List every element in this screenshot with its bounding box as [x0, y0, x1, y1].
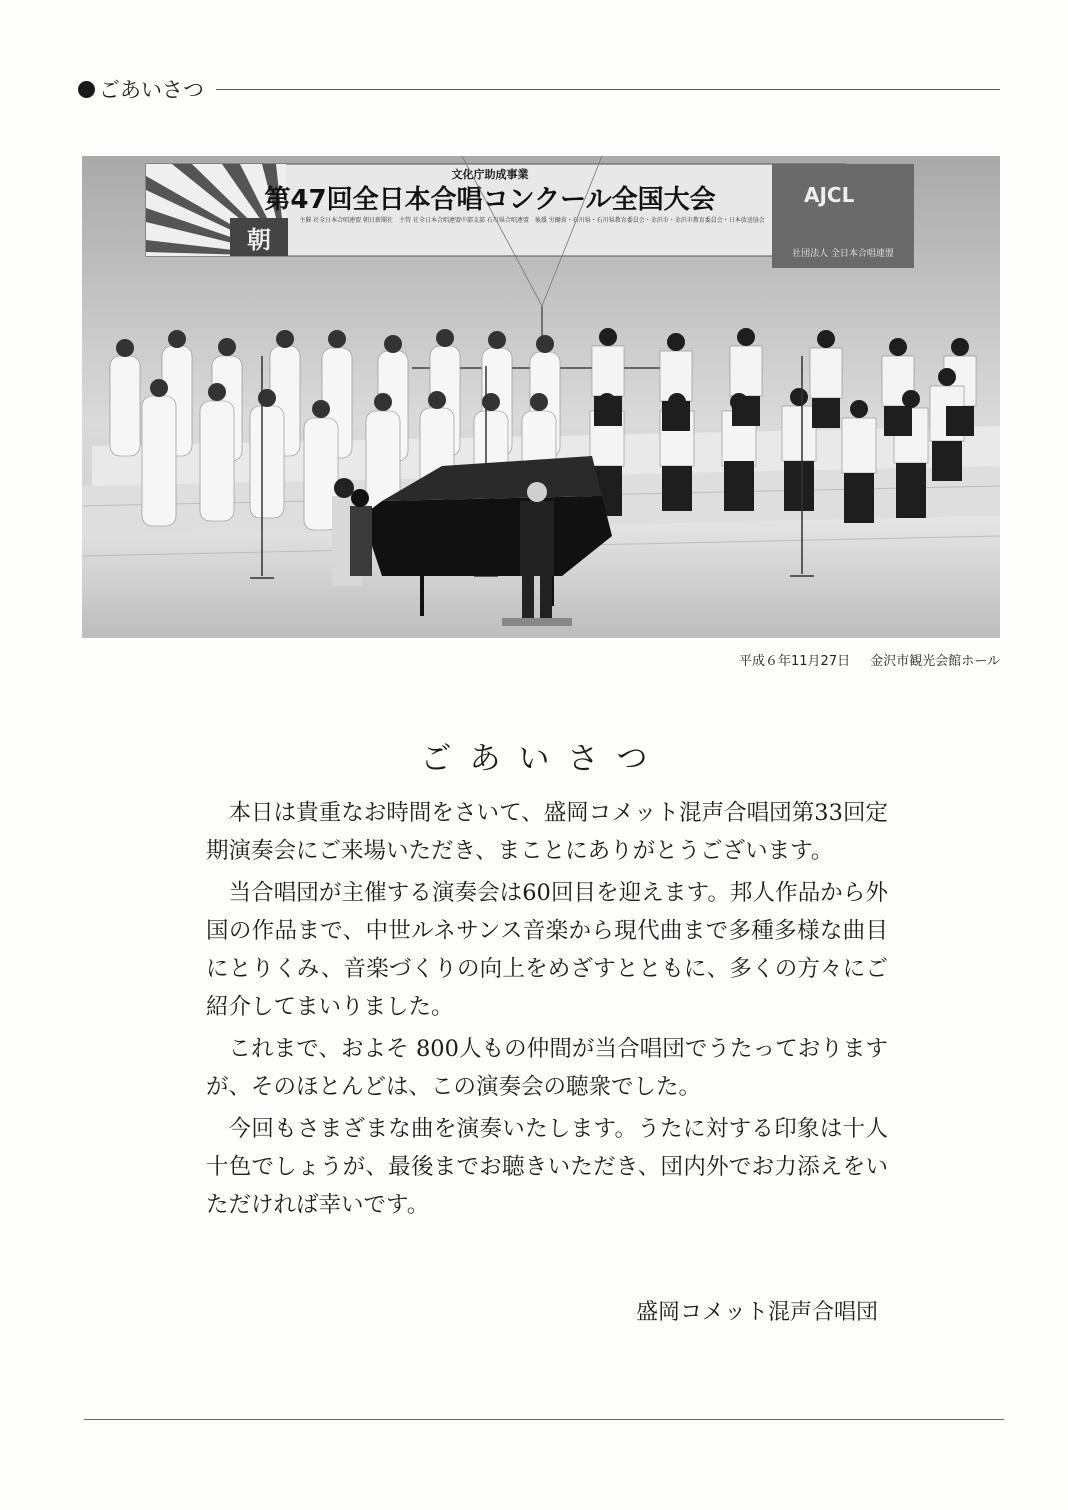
banner-emblem-char: 朝 [247, 226, 271, 254]
greeting-paragraph: 今回もさまざまな曲を演奏いたします。うたに対する印象は十人十色でしょうが、最後までお聴きいただき、団内外でお力添えをいただければ幸いです。 [206, 1116, 888, 1218]
header-rule [216, 89, 1000, 90]
banner [146, 164, 846, 256]
greeting-paragraph: 当合唱団が主催する演奏会は60回目を迎えます。邦人作品から外国の作品まで、中世ルネサンス音楽から現代曲まで多種多様な曲目にとりくみ、音楽づくりの向上をめざすとともに、多くの方々にご紹介してまいりました。 [206, 880, 888, 1020]
greeting-title: ごあいさつ [420, 741, 666, 777]
ajcl-banner [772, 164, 914, 268]
choir-photo [82, 156, 1000, 638]
signature: 盛岡コメット混声合唱団 [635, 1300, 878, 1325]
greeting-body [206, 794, 888, 1228]
greeting-paragraph: これまで、およそ 800人もの仲間が当合唱団でうたっておりますが、そのほとんどは、この演奏会の聴衆でした。 [206, 1036, 888, 1100]
bullet-icon [78, 81, 95, 98]
caption-date: 平成６年11月27日 [739, 654, 851, 669]
banner-small-print: 主催 社全日本合唱連盟 朝日新聞社 主管 社全日本合唱連盟中部支部 石川県合唱連盟 後援 労働省・石川県・石川県教育委員会・金沢市・金沢市教育委員会・日本放送協会 [299, 217, 765, 224]
pianists [332, 478, 372, 586]
section-title: ごあいさつ [99, 78, 204, 102]
ajcl-org: 社団法人 全日本合唱連盟 [792, 249, 894, 259]
greeting-paragraph: 本日は貴重なお時間をさいて、盛岡コメット混声合唱団第33回定期演奏会にご来場いただき、まことにありがとうございます。 [206, 800, 888, 864]
photo-caption [723, 650, 1000, 669]
caption-place: 金沢市観光会館ホール [870, 654, 1000, 669]
ajcl-logo: AJCL [804, 183, 855, 207]
banner-title: 第47回全日本合唱コンクール全国大会 [264, 185, 716, 215]
banner-subtitle: 文化庁助成事業 [451, 168, 529, 181]
footer-rule [84, 1419, 1004, 1420]
section-header [78, 76, 1000, 102]
